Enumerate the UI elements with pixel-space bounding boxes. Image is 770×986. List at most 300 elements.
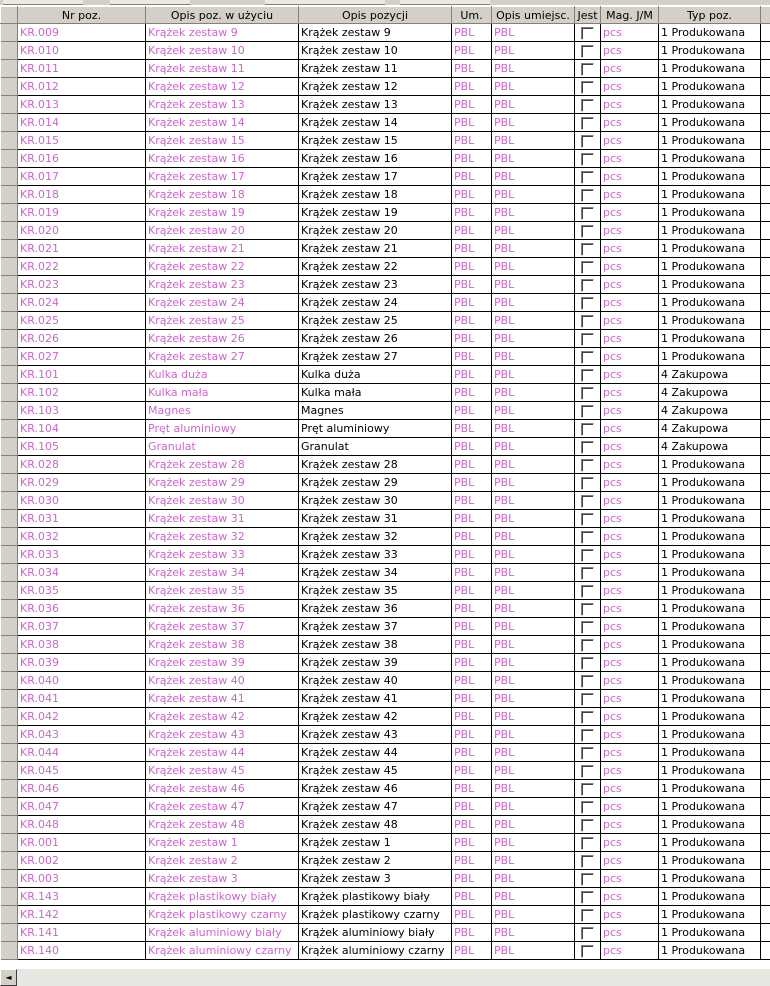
cell-opis-umiejsc[interactable]: PBL — [492, 762, 575, 780]
cell-opis-pozycji[interactable]: Krążek zestaw 3 — [299, 870, 452, 888]
table-row[interactable] — [1, 654, 770, 672]
cell-jest[interactable] — [575, 816, 601, 834]
cell-opis-uzyciu[interactable]: Krążek zestaw 1 — [146, 834, 299, 852]
cell-extra[interactable] — [761, 816, 770, 834]
cell-jest[interactable] — [575, 726, 601, 744]
cell-jest[interactable] — [575, 132, 601, 150]
cell-opis-pozycji[interactable]: Krążek zestaw 27 — [299, 348, 452, 366]
cell-opis-uzyciu[interactable]: Krążek zestaw 26 — [146, 330, 299, 348]
cell-opis-pozycji[interactable]: Krążek zestaw 47 — [299, 798, 452, 816]
cell-opis-pozycji[interactable]: Krążek zestaw 9 — [299, 24, 452, 42]
row-selector[interactable] — [1, 852, 18, 870]
cell-opis-uzyciu[interactable]: Krążek zestaw 48 — [146, 816, 299, 834]
table-row[interactable] — [1, 366, 770, 384]
cell-typ[interactable]: 1 Produkowana — [659, 924, 761, 942]
cell-extra[interactable] — [761, 312, 770, 330]
row-selector[interactable] — [1, 546, 18, 564]
table-row[interactable] — [1, 924, 770, 942]
cell-extra[interactable] — [761, 636, 770, 654]
cell-typ[interactable]: 1 Produkowana — [659, 60, 761, 78]
cell-jest[interactable] — [575, 798, 601, 816]
cell-um[interactable]: PBL — [452, 42, 492, 60]
cell-jest[interactable] — [575, 870, 601, 888]
cell-mag[interactable]: pcs — [601, 942, 659, 960]
cell-typ[interactable]: 1 Produkowana — [659, 582, 761, 600]
cell-opis-umiejsc[interactable]: PBL — [492, 60, 575, 78]
column-header-typ[interactable]: Typ poz. — [659, 7, 761, 24]
cell-opis-pozycji[interactable]: Krążek zestaw 32 — [299, 528, 452, 546]
cell-nr[interactable]: KR.027 — [18, 348, 146, 366]
cell-typ[interactable]: 1 Produkowana — [659, 42, 761, 60]
cell-opis-pozycji[interactable]: Krążek zestaw 46 — [299, 780, 452, 798]
cell-extra[interactable] — [761, 852, 770, 870]
table-row[interactable] — [1, 276, 770, 294]
cell-mag[interactable]: pcs — [601, 312, 659, 330]
jest-checkbox[interactable] — [581, 729, 594, 742]
cell-opis-umiejsc[interactable]: PBL — [492, 42, 575, 60]
table-row[interactable] — [1, 798, 770, 816]
cell-mag[interactable]: pcs — [601, 186, 659, 204]
cell-opis-pozycji[interactable]: Krążek zestaw 23 — [299, 276, 452, 294]
table-row[interactable] — [1, 168, 770, 186]
cell-opis-pozycji[interactable]: Pręt aluminiowy — [299, 420, 452, 438]
cell-opis-uzyciu[interactable]: Kulka duża — [146, 366, 299, 384]
table-row[interactable] — [1, 456, 770, 474]
table-row[interactable] — [1, 744, 770, 762]
cell-opis-pozycji[interactable]: Krążek zestaw 17 — [299, 168, 452, 186]
cell-opis-pozycji[interactable]: Krążek zestaw 36 — [299, 600, 452, 618]
row-selector[interactable] — [1, 564, 18, 582]
cell-opis-uzyciu[interactable]: Krążek zestaw 33 — [146, 546, 299, 564]
cell-um[interactable]: PBL — [452, 636, 492, 654]
cell-opis-pozycji[interactable]: Krążek zestaw 1 — [299, 834, 452, 852]
cell-opis-umiejsc[interactable]: PBL — [492, 798, 575, 816]
cell-nr[interactable]: KR.029 — [18, 474, 146, 492]
jest-checkbox[interactable] — [581, 765, 594, 778]
cell-typ[interactable]: 1 Produkowana — [659, 150, 761, 168]
cell-extra[interactable] — [761, 456, 770, 474]
jest-checkbox[interactable] — [581, 819, 594, 832]
cell-nr[interactable]: KR.032 — [18, 528, 146, 546]
cell-typ[interactable]: 1 Produkowana — [659, 942, 761, 960]
cell-nr[interactable]: KR.028 — [18, 456, 146, 474]
cell-opis-pozycji[interactable]: Krążek zestaw 31 — [299, 510, 452, 528]
cell-extra[interactable] — [761, 546, 770, 564]
row-selector[interactable] — [1, 528, 18, 546]
jest-checkbox[interactable] — [581, 567, 594, 580]
table-row[interactable] — [1, 384, 770, 402]
table-row[interactable] — [1, 726, 770, 744]
jest-checkbox[interactable] — [581, 315, 594, 328]
row-selector[interactable] — [1, 654, 18, 672]
jest-checkbox[interactable] — [581, 369, 594, 382]
cell-opis-uzyciu[interactable]: Krążek aluminiowy czarny — [146, 942, 299, 960]
cell-nr[interactable]: KR.017 — [18, 168, 146, 186]
cell-opis-pozycji[interactable]: Krążek zestaw 20 — [299, 222, 452, 240]
cell-um[interactable]: PBL — [452, 420, 492, 438]
cell-opis-pozycji[interactable]: Krążek plastikowy biały — [299, 888, 452, 906]
jest-checkbox[interactable] — [581, 549, 594, 562]
cell-um[interactable]: PBL — [452, 798, 492, 816]
table-row[interactable] — [1, 816, 770, 834]
cell-opis-umiejsc[interactable]: PBL — [492, 546, 575, 564]
horizontal-scrollbar[interactable] — [0, 968, 770, 986]
cell-opis-pozycji[interactable]: Magnes — [299, 402, 452, 420]
cell-typ[interactable]: 1 Produkowana — [659, 672, 761, 690]
cell-nr[interactable]: KR.025 — [18, 312, 146, 330]
jest-checkbox[interactable] — [581, 747, 594, 760]
cell-nr[interactable]: KR.141 — [18, 924, 146, 942]
cell-um[interactable]: PBL — [452, 852, 492, 870]
cell-extra[interactable] — [761, 438, 770, 456]
cell-opis-pozycji[interactable]: Krążek zestaw 25 — [299, 312, 452, 330]
cell-opis-uzyciu[interactable]: Krążek zestaw 32 — [146, 528, 299, 546]
cell-extra[interactable] — [761, 420, 770, 438]
cell-opis-uzyciu[interactable]: Krążek zestaw 41 — [146, 690, 299, 708]
table-row[interactable] — [1, 132, 770, 150]
jest-checkbox[interactable] — [581, 189, 594, 202]
cell-um[interactable]: PBL — [452, 438, 492, 456]
cell-um[interactable]: PBL — [452, 456, 492, 474]
cell-jest[interactable] — [575, 168, 601, 186]
cell-um[interactable]: PBL — [452, 924, 492, 942]
cell-jest[interactable] — [575, 240, 601, 258]
cell-jest[interactable] — [575, 690, 601, 708]
cell-um[interactable]: PBL — [452, 780, 492, 798]
cell-opis-umiejsc[interactable]: PBL — [492, 780, 575, 798]
cell-jest[interactable] — [575, 366, 601, 384]
table-row[interactable] — [1, 546, 770, 564]
cell-extra[interactable] — [761, 204, 770, 222]
row-selector[interactable] — [1, 240, 18, 258]
row-selector[interactable] — [1, 456, 18, 474]
cell-mag[interactable]: pcs — [601, 492, 659, 510]
cell-opis-uzyciu[interactable]: Krążek zestaw 20 — [146, 222, 299, 240]
cell-jest[interactable] — [575, 618, 601, 636]
jest-checkbox[interactable] — [581, 675, 594, 688]
column-header-opis-pozycji[interactable]: Opis pozycji — [299, 7, 452, 24]
cell-opis-pozycji[interactable]: Krążek zestaw 44 — [299, 744, 452, 762]
cell-jest[interactable] — [575, 672, 601, 690]
cell-extra[interactable] — [761, 114, 770, 132]
cell-typ[interactable]: 1 Produkowana — [659, 690, 761, 708]
table-row[interactable] — [1, 312, 770, 330]
cell-mag[interactable]: pcs — [601, 276, 659, 294]
row-selector[interactable] — [1, 114, 18, 132]
cell-nr[interactable]: KR.012 — [18, 78, 146, 96]
jest-checkbox[interactable] — [581, 81, 594, 94]
cell-nr[interactable]: KR.105 — [18, 438, 146, 456]
cell-mag[interactable]: pcs — [601, 798, 659, 816]
cell-opis-uzyciu[interactable]: Krążek zestaw 23 — [146, 276, 299, 294]
cell-extra[interactable] — [761, 186, 770, 204]
cell-opis-umiejsc[interactable]: PBL — [492, 582, 575, 600]
cell-mag[interactable]: pcs — [601, 528, 659, 546]
cell-nr[interactable]: KR.037 — [18, 618, 146, 636]
cell-mag[interactable]: pcs — [601, 330, 659, 348]
row-selector[interactable] — [1, 744, 18, 762]
jest-checkbox[interactable] — [581, 513, 594, 526]
cell-opis-umiejsc[interactable]: PBL — [492, 564, 575, 582]
cell-um[interactable]: PBL — [452, 942, 492, 960]
cell-um[interactable]: PBL — [452, 132, 492, 150]
cell-jest[interactable] — [575, 96, 601, 114]
cell-typ[interactable]: 1 Produkowana — [659, 708, 761, 726]
cell-opis-pozycji[interactable]: Krążek zestaw 15 — [299, 132, 452, 150]
cell-jest[interactable] — [575, 474, 601, 492]
cell-jest[interactable] — [575, 78, 601, 96]
cell-um[interactable]: PBL — [452, 78, 492, 96]
cell-jest[interactable] — [575, 312, 601, 330]
cell-mag[interactable]: pcs — [601, 906, 659, 924]
cell-nr[interactable]: KR.038 — [18, 636, 146, 654]
table-row[interactable] — [1, 96, 770, 114]
row-selector[interactable] — [1, 870, 18, 888]
cell-opis-umiejsc[interactable]: PBL — [492, 636, 575, 654]
table-row[interactable] — [1, 492, 770, 510]
cell-nr[interactable]: KR.042 — [18, 708, 146, 726]
cell-extra[interactable] — [761, 870, 770, 888]
cell-um[interactable]: PBL — [452, 528, 492, 546]
table-row[interactable] — [1, 600, 770, 618]
cell-opis-umiejsc[interactable]: PBL — [492, 420, 575, 438]
cell-typ[interactable]: 1 Produkowana — [659, 474, 761, 492]
cell-opis-pozycji[interactable]: Krążek zestaw 30 — [299, 492, 452, 510]
cell-mag[interactable]: pcs — [601, 870, 659, 888]
row-selector[interactable] — [1, 762, 18, 780]
cell-opis-uzyciu[interactable]: Krążek zestaw 45 — [146, 762, 299, 780]
column-header-jest[interactable]: Jest — [575, 7, 601, 24]
cell-typ[interactable]: 1 Produkowana — [659, 762, 761, 780]
row-selector[interactable] — [1, 798, 18, 816]
cell-jest[interactable] — [575, 114, 601, 132]
cell-opis-umiejsc[interactable]: PBL — [492, 690, 575, 708]
table-row[interactable] — [1, 564, 770, 582]
cell-opis-uzyciu[interactable]: Krążek zestaw 11 — [146, 60, 299, 78]
cell-opis-umiejsc[interactable]: PBL — [492, 708, 575, 726]
cell-extra[interactable] — [761, 600, 770, 618]
cell-nr[interactable]: KR.018 — [18, 186, 146, 204]
jest-checkbox[interactable] — [581, 45, 594, 58]
row-selector[interactable] — [1, 672, 18, 690]
cell-nr[interactable]: KR.013 — [18, 96, 146, 114]
table-row[interactable] — [1, 420, 770, 438]
cell-mag[interactable]: pcs — [601, 690, 659, 708]
cell-opis-uzyciu[interactable]: Krążek zestaw 2 — [146, 852, 299, 870]
cell-nr[interactable]: KR.014 — [18, 114, 146, 132]
cell-nr[interactable]: KR.101 — [18, 366, 146, 384]
cell-opis-umiejsc[interactable]: PBL — [492, 96, 575, 114]
cell-typ[interactable]: 1 Produkowana — [659, 780, 761, 798]
cell-opis-uzyciu[interactable]: Krążek aluminiowy biały — [146, 924, 299, 942]
row-selector[interactable] — [1, 186, 18, 204]
cell-opis-umiejsc[interactable]: PBL — [492, 78, 575, 96]
cell-typ[interactable]: 1 Produkowana — [659, 78, 761, 96]
row-selector-header[interactable] — [1, 7, 18, 24]
cell-jest[interactable] — [575, 402, 601, 420]
cell-mag[interactable]: pcs — [601, 60, 659, 78]
cell-opis-umiejsc[interactable]: PBL — [492, 870, 575, 888]
cell-extra[interactable] — [761, 618, 770, 636]
cell-opis-uzyciu[interactable]: Krążek plastikowy czarny — [146, 906, 299, 924]
cell-typ[interactable]: 1 Produkowana — [659, 294, 761, 312]
jest-checkbox[interactable] — [581, 99, 594, 112]
scroll-left-button[interactable] — [0, 969, 17, 986]
jest-checkbox[interactable] — [581, 333, 594, 346]
cell-nr[interactable]: KR.041 — [18, 690, 146, 708]
cell-opis-pozycji[interactable]: Kulka mała — [299, 384, 452, 402]
cell-mag[interactable]: pcs — [601, 618, 659, 636]
cell-jest[interactable] — [575, 942, 601, 960]
cell-mag[interactable]: pcs — [601, 852, 659, 870]
cell-opis-uzyciu[interactable]: Krążek zestaw 10 — [146, 42, 299, 60]
column-header-opis-uzyciu[interactable]: Opis poz. w użyciu — [146, 7, 299, 24]
table-row[interactable] — [1, 834, 770, 852]
cell-jest[interactable] — [575, 510, 601, 528]
cell-opis-umiejsc[interactable]: PBL — [492, 132, 575, 150]
cell-jest[interactable] — [575, 528, 601, 546]
cell-um[interactable]: PBL — [452, 222, 492, 240]
cell-extra[interactable] — [761, 60, 770, 78]
row-selector[interactable] — [1, 726, 18, 744]
cell-extra[interactable] — [761, 672, 770, 690]
cell-extra[interactable] — [761, 708, 770, 726]
cell-nr[interactable]: KR.019 — [18, 204, 146, 222]
cell-opis-umiejsc[interactable]: PBL — [492, 150, 575, 168]
cell-nr[interactable]: KR.047 — [18, 798, 146, 816]
row-selector[interactable] — [1, 510, 18, 528]
cell-opis-uzyciu[interactable]: Krążek zestaw 3 — [146, 870, 299, 888]
row-selector[interactable] — [1, 276, 18, 294]
cell-opis-uzyciu[interactable]: Krążek zestaw 46 — [146, 780, 299, 798]
cell-extra[interactable] — [761, 564, 770, 582]
cell-opis-umiejsc[interactable]: PBL — [492, 204, 575, 222]
jest-checkbox[interactable] — [581, 603, 594, 616]
cell-typ[interactable]: 4 Zakupowa — [659, 402, 761, 420]
cell-opis-uzyciu[interactable]: Krążek zestaw 22 — [146, 258, 299, 276]
cell-opis-pozycji[interactable]: Krążek aluminiowy biały — [299, 924, 452, 942]
cell-opis-umiejsc[interactable]: PBL — [492, 528, 575, 546]
row-selector[interactable] — [1, 834, 18, 852]
cell-mag[interactable]: pcs — [601, 474, 659, 492]
cell-opis-umiejsc[interactable]: PBL — [492, 816, 575, 834]
cell-opis-pozycji[interactable]: Krążek zestaw 19 — [299, 204, 452, 222]
row-selector[interactable] — [1, 582, 18, 600]
cell-typ[interactable]: 1 Produkowana — [659, 618, 761, 636]
cell-opis-pozycji[interactable]: Krążek zestaw 26 — [299, 330, 452, 348]
cell-nr[interactable]: KR.102 — [18, 384, 146, 402]
row-selector[interactable] — [1, 924, 18, 942]
cell-jest[interactable] — [575, 222, 601, 240]
cell-opis-uzyciu[interactable]: Krążek zestaw 27 — [146, 348, 299, 366]
table-row[interactable] — [1, 582, 770, 600]
cell-jest[interactable] — [575, 834, 601, 852]
row-selector[interactable] — [1, 24, 18, 42]
cell-jest[interactable] — [575, 600, 601, 618]
cell-nr[interactable]: KR.035 — [18, 582, 146, 600]
table-row[interactable] — [1, 438, 770, 456]
cell-jest[interactable] — [575, 438, 601, 456]
cell-extra[interactable] — [761, 384, 770, 402]
cell-um[interactable]: PBL — [452, 600, 492, 618]
cell-jest[interactable] — [575, 654, 601, 672]
cell-jest[interactable] — [575, 888, 601, 906]
row-selector[interactable] — [1, 942, 18, 960]
table-row[interactable] — [1, 60, 770, 78]
column-header-um[interactable]: Um. — [452, 7, 492, 24]
cell-nr[interactable]: KR.016 — [18, 150, 146, 168]
cell-opis-uzyciu[interactable]: Krążek zestaw 29 — [146, 474, 299, 492]
table-row[interactable] — [1, 24, 770, 42]
row-selector[interactable] — [1, 636, 18, 654]
cell-opis-uzyciu[interactable]: Krążek zestaw 15 — [146, 132, 299, 150]
cell-nr[interactable]: KR.033 — [18, 546, 146, 564]
cell-um[interactable]: PBL — [452, 726, 492, 744]
cell-typ[interactable]: 1 Produkowana — [659, 528, 761, 546]
cell-nr[interactable]: KR.031 — [18, 510, 146, 528]
cell-opis-umiejsc[interactable]: PBL — [492, 600, 575, 618]
table-row[interactable] — [1, 672, 770, 690]
cell-um[interactable]: PBL — [452, 474, 492, 492]
table-row[interactable] — [1, 294, 770, 312]
jest-checkbox[interactable] — [581, 945, 594, 958]
cell-um[interactable]: PBL — [452, 294, 492, 312]
row-selector[interactable] — [1, 150, 18, 168]
cell-nr[interactable]: KR.002 — [18, 852, 146, 870]
cell-jest[interactable] — [575, 348, 601, 366]
cell-um[interactable]: PBL — [452, 330, 492, 348]
cell-extra[interactable] — [761, 222, 770, 240]
jest-checkbox[interactable] — [581, 207, 594, 220]
cell-nr[interactable]: KR.036 — [18, 600, 146, 618]
cell-extra[interactable] — [761, 834, 770, 852]
cell-mag[interactable]: pcs — [601, 762, 659, 780]
cell-mag[interactable]: pcs — [601, 672, 659, 690]
cell-extra[interactable] — [761, 510, 770, 528]
table-row[interactable] — [1, 906, 770, 924]
table-row[interactable] — [1, 888, 770, 906]
cell-jest[interactable] — [575, 924, 601, 942]
cell-typ[interactable]: 1 Produkowana — [659, 114, 761, 132]
cell-mag[interactable]: pcs — [601, 420, 659, 438]
table-row[interactable] — [1, 204, 770, 222]
cell-um[interactable]: PBL — [452, 816, 492, 834]
jest-checkbox[interactable] — [581, 27, 594, 40]
cell-jest[interactable] — [575, 24, 601, 42]
cell-opis-uzyciu[interactable]: Krążek zestaw 13 — [146, 96, 299, 114]
row-selector[interactable] — [1, 780, 18, 798]
cell-nr[interactable]: KR.024 — [18, 294, 146, 312]
cell-mag[interactable]: pcs — [601, 726, 659, 744]
cell-opis-pozycji[interactable]: Krążek zestaw 43 — [299, 726, 452, 744]
cell-typ[interactable]: 1 Produkowana — [659, 510, 761, 528]
cell-opis-umiejsc[interactable]: PBL — [492, 348, 575, 366]
cell-nr[interactable]: KR.003 — [18, 870, 146, 888]
cell-mag[interactable]: pcs — [601, 438, 659, 456]
cell-opis-uzyciu[interactable]: Krążek zestaw 16 — [146, 150, 299, 168]
cell-opis-pozycji[interactable]: Krążek zestaw 42 — [299, 708, 452, 726]
cell-mag[interactable]: pcs — [601, 24, 659, 42]
cell-um[interactable]: PBL — [452, 150, 492, 168]
cell-mag[interactable]: pcs — [601, 258, 659, 276]
cell-opis-uzyciu[interactable]: Granulat — [146, 438, 299, 456]
cell-opis-uzyciu[interactable]: Krążek zestaw 30 — [146, 492, 299, 510]
table-row[interactable] — [1, 528, 770, 546]
cell-extra[interactable] — [761, 762, 770, 780]
cell-opis-umiejsc[interactable]: PBL — [492, 492, 575, 510]
table-row[interactable] — [1, 114, 770, 132]
cell-jest[interactable] — [575, 762, 601, 780]
